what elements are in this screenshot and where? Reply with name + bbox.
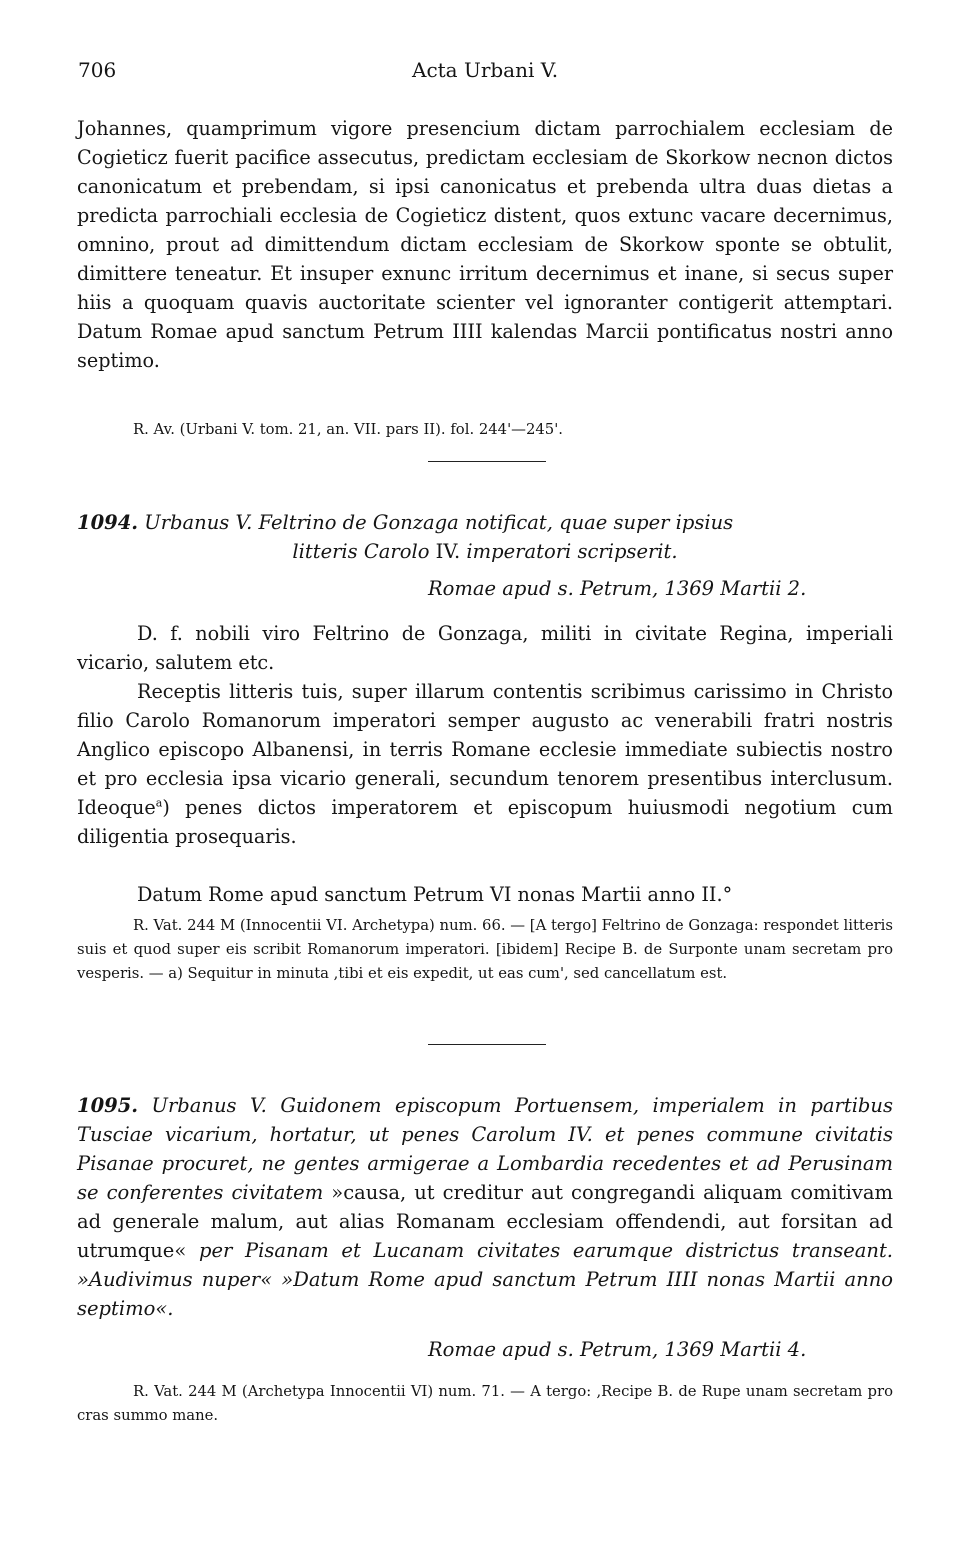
document-1094-dateline: Romae apud s. Petrum, 1369 Martii 2.	[428, 577, 807, 600]
heading-quoted-roman: »causa, ut creditur aut congregandi aliquam comitivam ad generale malum, aut alias Romanam ecclesiam offendendi, aut forsitan ad utrumque«	[77, 1181, 893, 1262]
heading-line-1: Urbanus V. Feltrino de Gonzaga notificat, quae super ipsius	[144, 511, 734, 534]
heading-italic-part-1: Urbanus V. Guidonem episcopum Portuensem, imperialem in partibus Tusciae vicarium, hortatur, ut penes Carolum IV. et penes commune civitatis Pisanae procuret, ne gentes armigerae a Lombardia recedentes et ad Perusinam se conferentes civitatem	[77, 1094, 893, 1204]
running-title: Acta Urbani V.	[412, 58, 559, 82]
heading-italic-part-2: per Pisanam et Lucanam civitates earumque districtus transeant. »Audivimus nuper« »Datum Rome apud sanctum Petrum IIII nonas Martii anno septimo«.	[77, 1239, 894, 1320]
section-divider	[428, 1044, 546, 1045]
document-number: 1094.	[77, 511, 139, 534]
document-1094-datum: Datum Rome apud sanctum Petrum VI nonas Martii anno II.°	[137, 883, 733, 906]
document-1094-address: D. f. nobili viro Feltrino de Gonzaga, militi in civitate Regina, imperiali vicario, salutem etc.	[77, 622, 893, 674]
document-number: 1095.	[77, 1094, 139, 1117]
page-header	[78, 58, 898, 88]
document-1094-heading	[77, 508, 893, 566]
document-1094-body: Receptis litteris tuis, super illarum contentis scribimus carissimo in Christo filio Carolo Romanorum imperatori semper augusto ac venerabili fratri nostris Anglico episcopo Albanensi, in terris Romane ecclesie immediate subiectis nostro et pro ecclesia ipsa vicario generali, secundum tenorem presentibus interclusum. Ideoque$^a$) penes dictos imperatorem et episcopum huiusmodi negotium cum diligentia prosequaris.	[77, 680, 893, 848]
document-1095-dateline: Romae apud s. Petrum, 1369 Martii 4.	[428, 1338, 807, 1361]
document-1095-source: R. Vat. 244 M (Archetypa Innocentii VI) num. 71. — A tergo: ,Recipe B. de Rupe unam secretam pro cras summo mane.	[77, 1383, 893, 1424]
document-1094-source: R. Vat. 244 M (Innocentii VI. Archetypa) num. 66. — [A tergo] Feltrino de Gonzaga: respondet litteris suis et quod super eis scribit Romanorum imperatori. [ibidem] Recipe B. de Surponte unam secretam pro vesperis. — a) Sequitur in minuta ,tibi et eis expedit, ut eas cum', sed cancellatum est.	[77, 917, 893, 982]
page-number: 706	[78, 58, 117, 82]
heading-line-2: litteris Carolo IV. imperatori scripserit.	[292, 540, 678, 563]
footnote-marker: a	[155, 796, 163, 810]
previous-document-source: R. Av. (Urbani V. tom. 21, an. VII. pars II). fol. 244'—245'.	[133, 421, 563, 438]
document-1095-heading	[77, 1091, 893, 1323]
section-divider	[428, 461, 546, 462]
previous-document-text: Johannes, quamprimum vigore presencium dictam parrochialem ecclesiam de Cogieticz fuerit pacifice assecutus, predictam ecclesiam de Skorkow necnon dictos canonicatum et prebendam, si ipsi canonicatus et prebenda ultra duas dietas a predicta parrochiali ecclesia de Cogieticz distent, quos extunc vacare decernimus, omnino, prout ad dimittendum dictam ecclesiam de Skorkow sponte se obtulit, dimittere teneatur. Et insuper exnunc irritum decernimus et inane, si secus super hiis a quoquam quavis auctoritate scienter vel ignoranter contigerit attemptari. Datum Romae apud sanctum Petrum IIII kalendas Marcii pontificatus nostri anno septimo.	[77, 117, 893, 372]
